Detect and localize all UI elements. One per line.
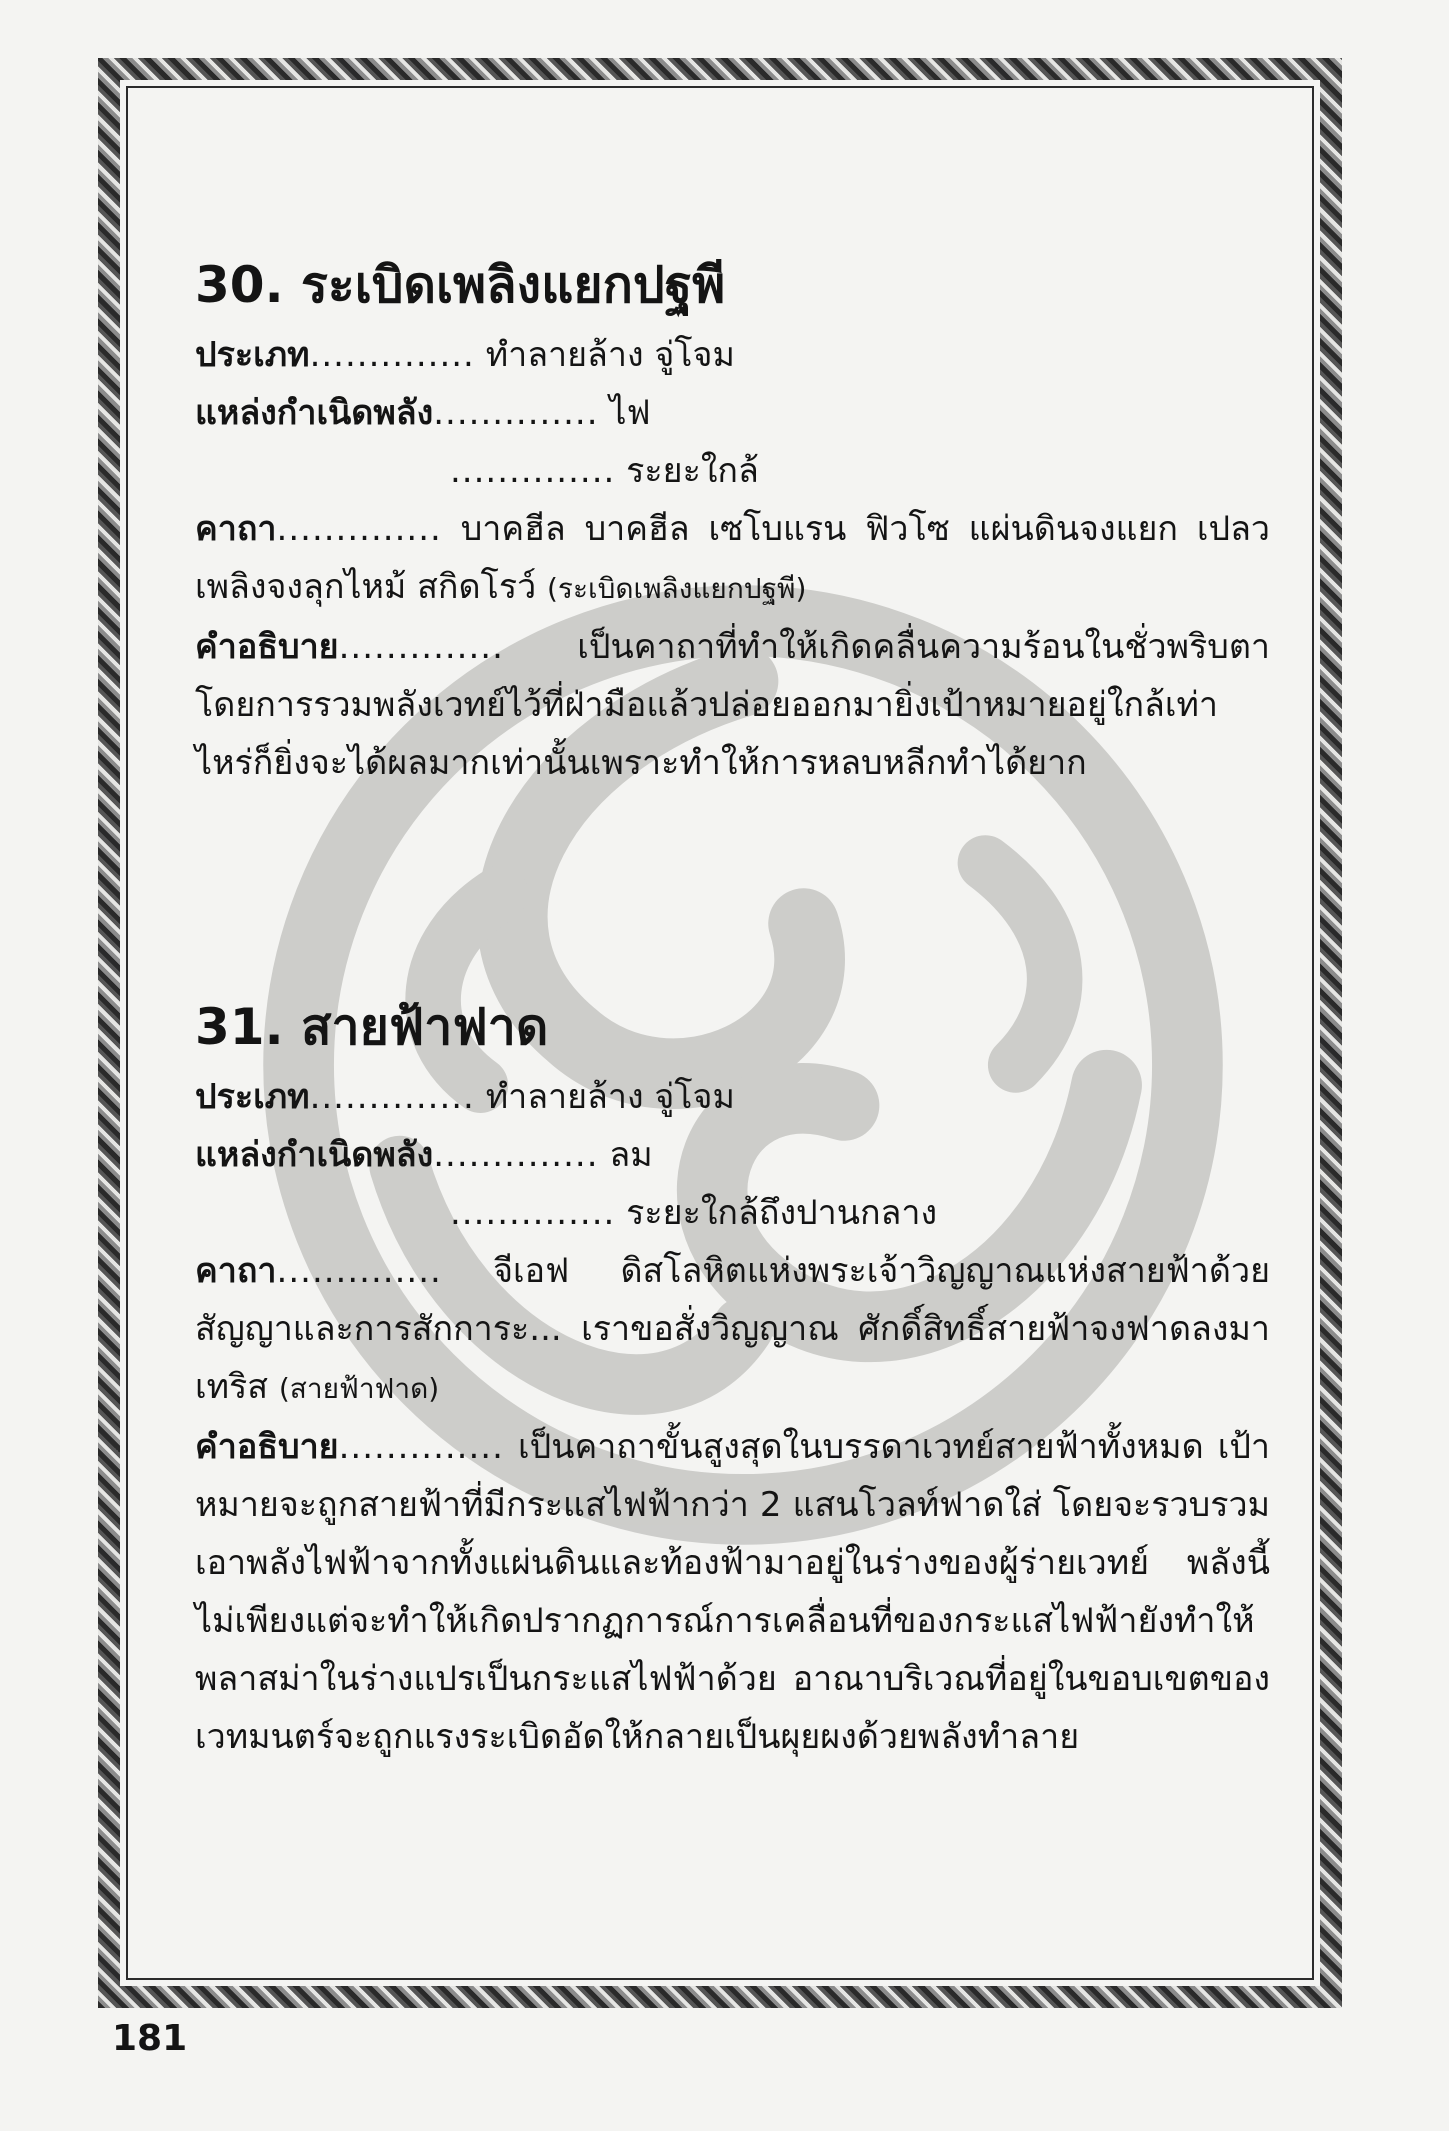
leader-dots: .............. [433,393,599,433]
type-label: ประเภท [195,1077,310,1117]
spell-entry-31 [195,992,1270,1766]
source-label: แหล่งกำเนิดพลัง [195,1135,434,1175]
range-value: ระยะใกล้ [626,451,759,491]
description-label: คำอธิบาย [195,627,339,667]
description-text: เป็นคาถาขั้นสูงสุดในบรรดาเวทย์สายฟ้าทั้งหมด เป้าหมายจะถูกสายฟ้าที่มีกระแสไฟฟ้ากว่า 2 แสนโวลท์ฟาดใส่ โดยจะรวบรวมเอาพลังไฟฟ้าจากทั้งแผ่นดินและท้องฟ้ามาอยู่ในร่างของผู้ร่ายเวทย์ พลังนี้ไม่เพียงแต่จะทำให้เกิดปรากฏการณ์การเคลื่อนที่ของกระแสไฟฟ้ายังทำให้พลาสม่าในร่างแปรเป็นกระแสไฟฟ้าด้วย อาณาบริเวณที่อยู่ในขอบเขตของเวทมนตร์จะถูกแรงระเบิดอัดให้กลายเป็นผุยผงด้วยพลังทำลาย [195,1427,1271,1757]
description-text: เป็นคาถาที่ทำให้เกิดคลื่นความร้อนในชั่วพริบตา โดยการรวมพลังเวทย์ไว้ที่ฝ่ามือแล้วปล่อยออกมายิ่งเป้าหมายอยู่ใกล้เท่าไหร่ก็ยิ่งจะได้ผลมากเท่านั้นเพราะทำให้การหลบหลีกทำได้ยาก [195,627,1270,783]
description-paragraph [195,1418,1270,1766]
leader-dots: .............. [309,335,475,375]
page-content [195,250,1270,1766]
type-value: ทำลายล้าง จู่โจม [485,1077,735,1117]
incantation-paragraph [195,500,1270,618]
incantation-label: คาถา [195,1251,277,1291]
incantation-label: คาถา [195,509,277,549]
leader-dots: .............. [338,1427,504,1467]
entry-title: 31. สายฟ้าฟาด [195,998,549,1056]
source-label: แหล่งกำเนิดพลัง [195,393,434,433]
incantation-text: จีเอฟ ดิสโลหิตแห่งพระเจ้าวิญญาณแห่งสายฟ้าด้วยสัญญาและการสักการะ... เราขอสั่งวิญญาณ ศักดิ์สิทธิ์สายฟ้าจงฟาดลงมา เทริส [195,1251,1270,1407]
incantation-text: บาคฮีล บาคฮีล เซโบแรน ฟิวโซ แผ่นดินจงแยก เปลวเพลิงจงลุกไหม้ สกิดโรว์ [195,509,1270,607]
leader-dots: .............. [450,451,616,491]
type-row [195,326,1270,384]
leader-dots: .............. [338,627,504,667]
leader-dots: .............. [309,1077,475,1117]
incantation-paragraph [195,1242,1270,1418]
range-row [195,442,1270,500]
spell-entry-30 [195,250,1270,792]
leader-dots: .............. [433,1135,599,1175]
leader-dots: .............. [276,1251,442,1291]
description-paragraph [195,618,1270,792]
range-row [195,1184,1270,1242]
source-value: ลม [609,1135,653,1175]
entry-title: 30. ระเบิดเพลิงแยกปฐพี [195,256,726,314]
source-row [195,384,1270,442]
type-label: ประเภท [195,335,310,375]
description-label: คำอธิบาย [195,1427,339,1467]
source-row [195,1126,1270,1184]
incantation-note: (ระเบิดเพลิงแยกปฐพี) [547,572,807,605]
incantation-note: (สายฟ้าฟาด) [278,1372,440,1405]
leader-dots: .............. [450,1193,616,1233]
source-value: ไฟ [609,393,651,433]
range-value: ระยะใกล้ถึงปานกลาง [626,1193,938,1233]
type-value: ทำลายล้าง จู่โจม [485,335,735,375]
type-row [195,1068,1270,1126]
page-number: 181 [112,2018,188,2059]
leader-dots: .............. [276,509,442,549]
